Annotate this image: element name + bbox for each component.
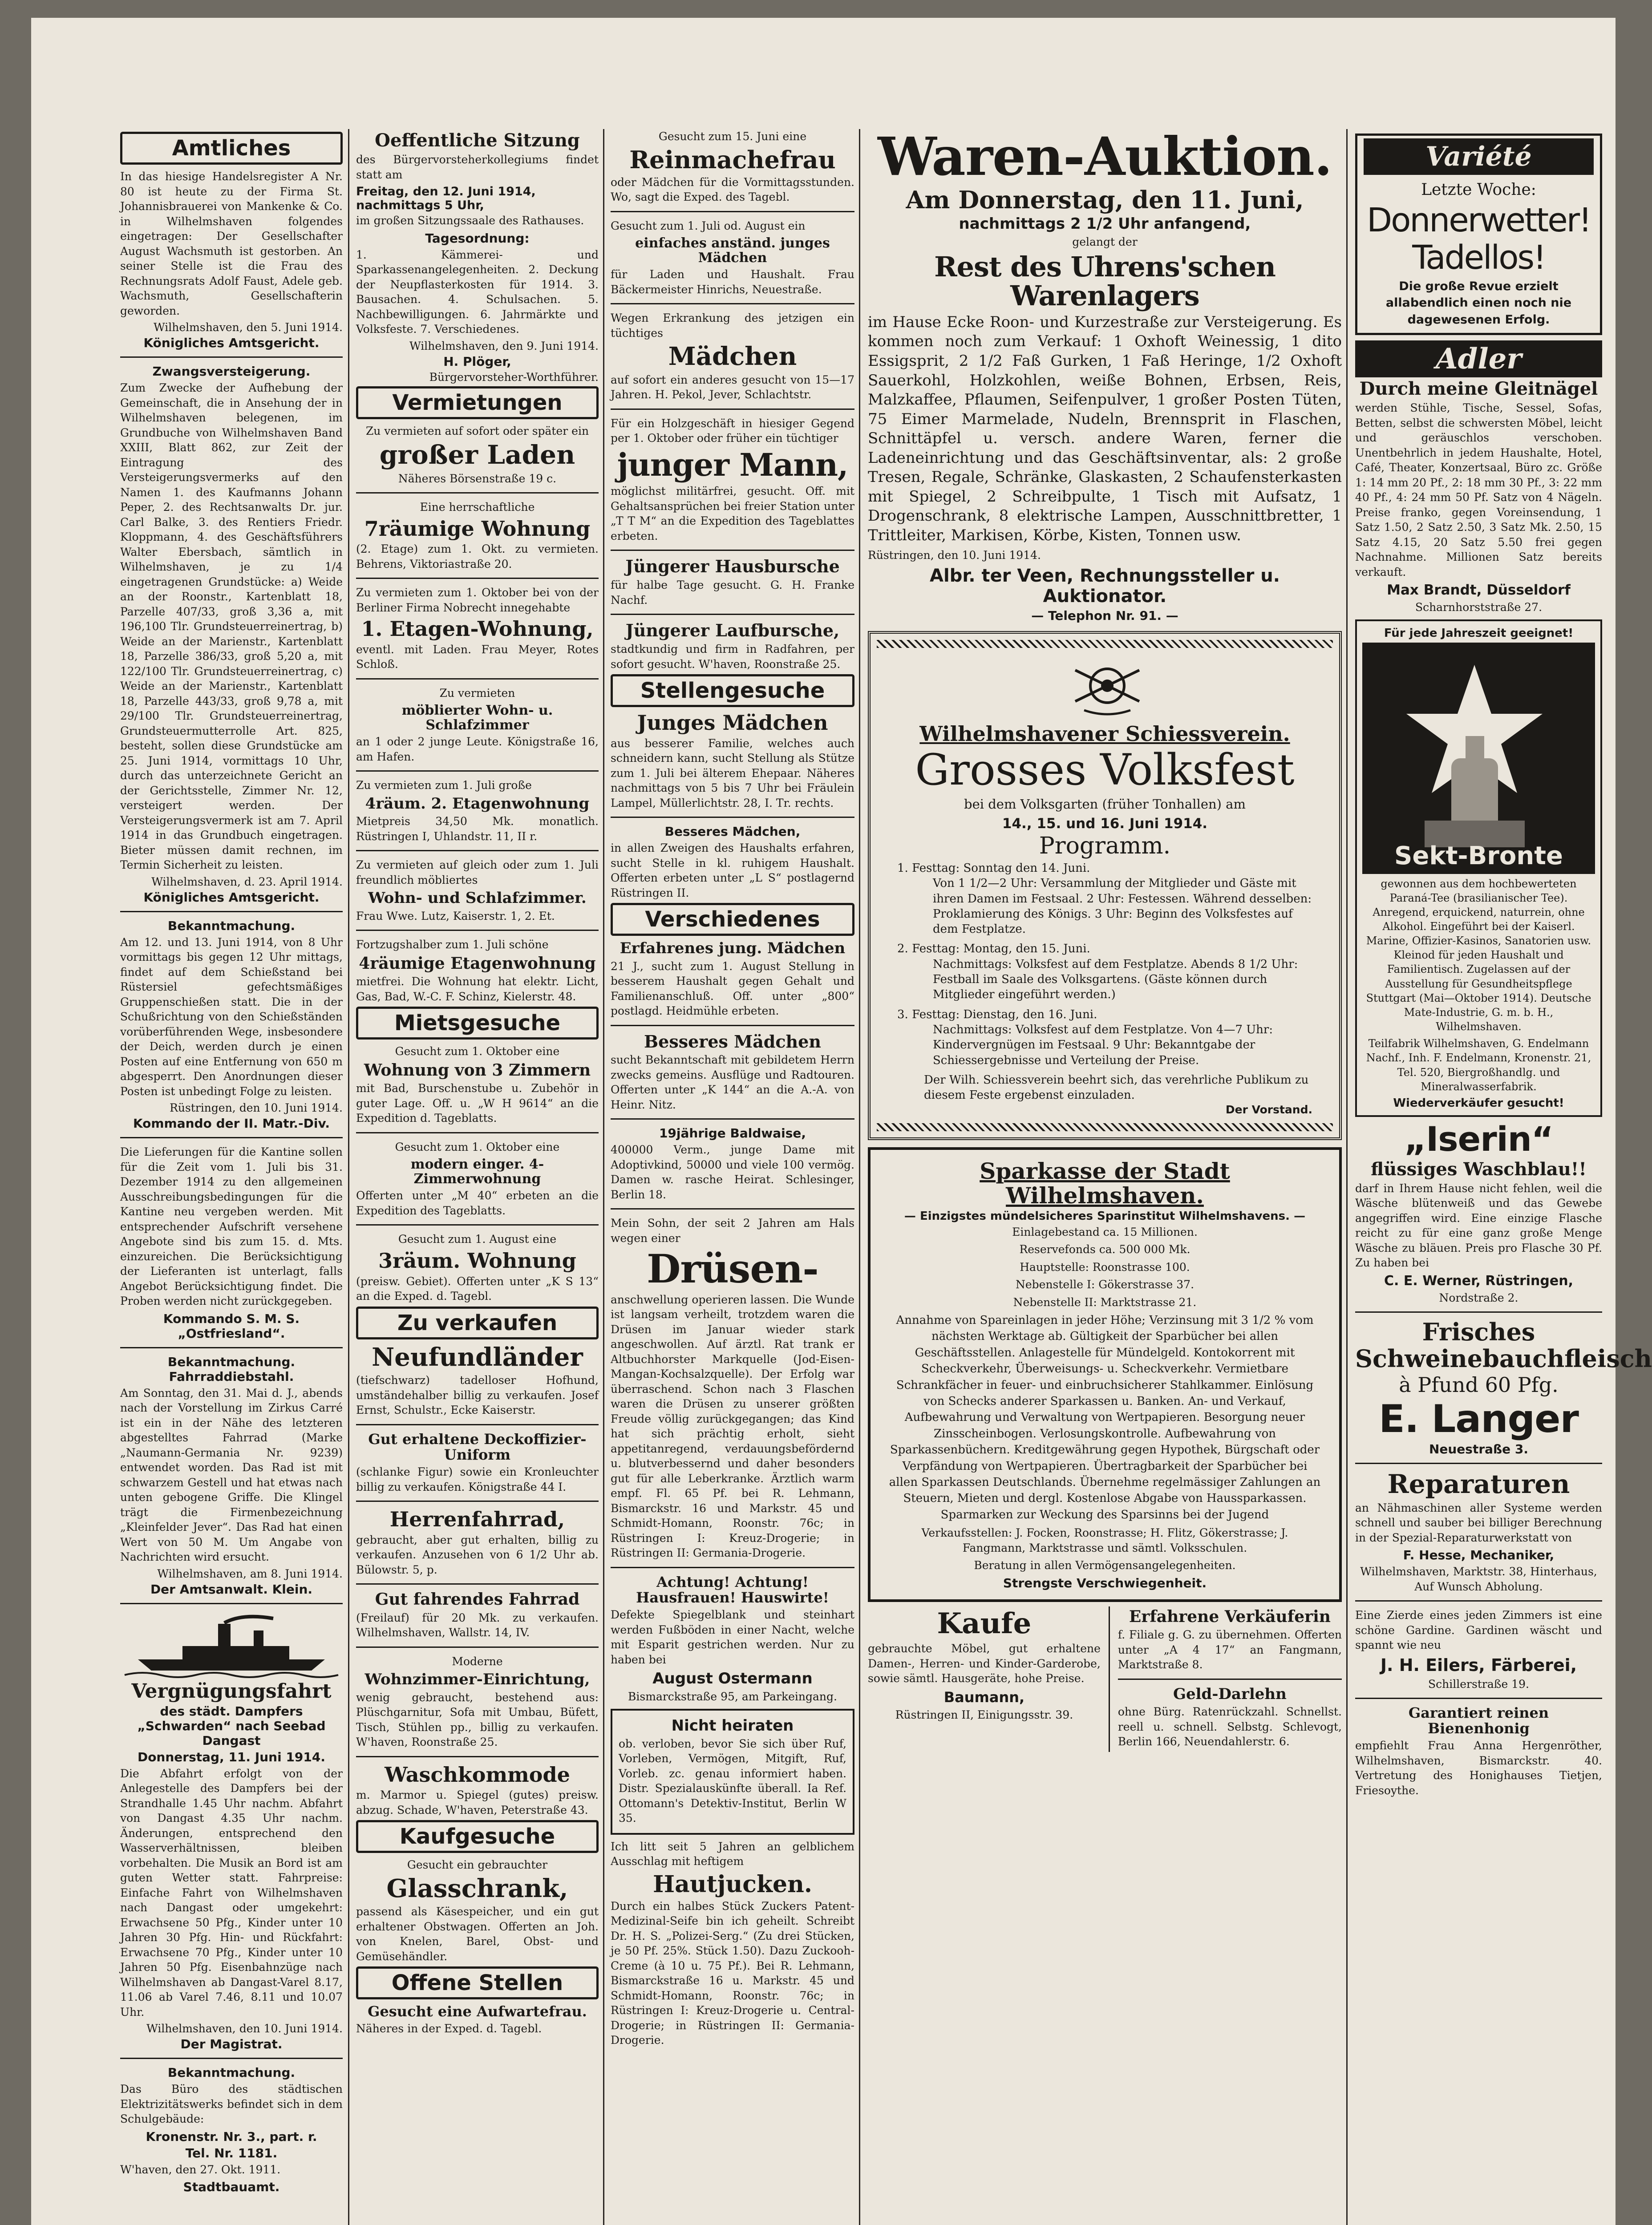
ad-headline: Erfahrene Verkäuferin (1129, 1607, 1331, 1626)
section-header-verschiedenes: Verschiedenes (611, 903, 854, 936)
ad-text: Fortzugshalber zum 1. Juli schöne (356, 938, 549, 951)
ad-headline: Hautjucken. (653, 1870, 812, 1898)
auctioneer-phone: — Telephon Nr. 91. — (1031, 608, 1178, 623)
ad-headline: Waschkommode (385, 1762, 570, 1787)
ad-headline: Drüsen- (647, 1246, 818, 1292)
divider (1355, 1311, 1602, 1313)
ad-text: für Laden und Haushalt. Frau Bäckermeister Hinrichs, Neuestraße. (611, 268, 854, 296)
notice-signature: Kommando S. M. S. „Ostfriesland“. (163, 1311, 300, 1341)
advertiser-name: Baumann, (943, 1688, 1025, 1706)
variete-revue: Die große Revue erzielt allabendlich einen noch nie dagewesenen Erfolg. (1385, 279, 1572, 327)
ad-headline: Glasschrank, (386, 1873, 568, 1903)
canteen-notice-text: Die Lieferungen für die Kantine sollen für die Zeit vom 1. Juli bis 31. Dezember 1914 zu den allgemeinen Ausschreibungsbedingungen für die Kantine neu vergeben werden. Mit entsprechender Aufschrift versehene Angebote sind bis zum 15. d. Mts. einzureichen. Die Berücksichtigung der Lieferanten ist unterlagt, falls Angebot Berücksichtigung findet. Die Proben werden nicht zurückgegeben. (120, 1145, 343, 1307)
notice-date: Rüstringen, den 10. Juni 1914. (170, 1101, 343, 1114)
ad-text: 21 J., sucht zum 1. August Stellung in besserem Haushalt gegen Gehalt und Familienanschluß. Off. unter „800“ postlagd. Heidmühle erbeten. (611, 959, 854, 1018)
sekt-brand: Sekt-Bronte (1394, 841, 1563, 870)
divider (120, 2058, 343, 2059)
notice-signature: Der Amtsanwalt. Klein. (150, 1582, 313, 1597)
ad-headline: 1. Etagen-Wohnung, (361, 617, 594, 641)
ad-text: stadtkundig und firm in Radfahren, per sofort gesucht. W'haven, Roonstraße 25. (611, 643, 854, 671)
section-header-zu-verkaufen: Zu verkaufen (356, 1307, 599, 1339)
ad-text: ob. verloben, bevor Sie sich über Ruf, Vorleben, Vermögen, Mitgift, Ruf, Vorleb. zc. genau informiert haben. Distr. Spezialauskünfte überall. Ia Ref. Ottomann's Detektiv-Institut, Berlin W 35. (619, 1737, 846, 1825)
column-rentals-sales (356, 129, 599, 2039)
divider (356, 930, 599, 931)
divider (356, 678, 599, 680)
column-rule (603, 129, 604, 2225)
ad-address: mietfrei. Die Wohnung hat elektr. Licht, Gas, Bad, W.-C. F. Schinz, Kielerstr. 48. (356, 975, 599, 1003)
ad-kaufe (868, 1606, 1101, 1752)
ad-address: (preisw. Gebiet). Offerten unter „K S 13“ an die Exped. d. Tagebl. (356, 1274, 599, 1303)
ad-text: aus besserer Familie, welches auch schneidern kann, sucht Stellung als Stütze zum 1. Juli bei älterem Ehepaar. Näheres nachmittags von 5 bis 7 Uhr bei Fräulein Lampel, Müllerlichtstr. 28, I. Tr. rechts. (611, 736, 854, 809)
divider (611, 303, 854, 304)
ad-address: (2. Etage) zum 1. Okt. zu vermieten. Behrens, Viktoriastraße 20. (356, 542, 599, 570)
divider (120, 1603, 343, 1604)
adler-name: Max Brandt, Düsseldorf (1387, 582, 1571, 598)
variete-tadellos: Tadellos! (1412, 238, 1545, 277)
ad-headline: 19jährige Baldwaise, (659, 1126, 806, 1141)
divider (1355, 1600, 1602, 1602)
excursion-text: Die Abfahrt erfolgt von der Anlegestelle des Dampfers bei der Strandhalle 1.45 Uhr nachm. Abfahrt von Dangast 4.35 Uhr nachm. Änderungen, entsprechend den Wasserverhältnissen, bleiben vorbehalten. Die Musik an Bord ist am guten Wetter statt. Fahrpreise: Einfache Fahrt von Wilhelmshaven nach Dangast oder umgekehrt: Erwachsene 50 Pfg., Kinder unter 10 Jahren 30 Pfg. Hin- und Rückfahrt: Erwachsene 70 Pfg., Kinder unter 10 Jahren 50 Pfg. Eisenbahnzüge nach Wilhelmshaven ab Dangast-Varel 8.17, 11.06 ab Varel 7.46, 8.11 und 10.07 Uhr. (120, 1767, 343, 2019)
notice-signature: H. Plöger, (443, 354, 511, 369)
ad-text: wenig gebraucht, bestehend aus: Plüschgarnitur, Sofa mit Umbau, Büfett, Tisch, Stühlen pp., billig zu verkaufen. W'haven, Roonstraße 25. (356, 1691, 599, 1749)
ad-headline: Gut fahrendes Fahrrad (375, 1590, 580, 1609)
ad-address: mit Bad, Burschenstube u. Zubehör in guter Lage. Off. u. „W H 9614“ an die Expedition d. Tageblatts. (356, 1082, 599, 1125)
divider (1355, 1698, 1602, 1699)
ad-headline: großer Laden (379, 440, 575, 470)
ad-text: Defekte Spiegelblank und steinhart werden Fußböden in einer Nacht, welche mit Esparit gestrichen werden. Nur zu haben bei (611, 1608, 854, 1666)
gardinen-text: Eine Zierde eines jeden Zimmers ist eine schöne Gardine. Gardinen wäscht und spannt wie neu (1355, 1609, 1602, 1652)
auction-text: im Hause Ecke Roon- und Kurzestraße zur Versteigerung. Es kommen noch zum Verkauf: 1 Oxhoft Weinessig, 1 dito Essigsprit, 2 1/2 Faß Gurken, 1 Faß Heringe, 1/2 Oxhoft Sauerkohl, Holzkohlen, weiße Bohnen, Erbsen, Reis, Malzkaffee, Pflaumen, Seifenpulver, 1 großer Posten Tüten, 75 Eimer Marmelade, Nudeln, Brennsprit in Flaschen, Schnittäpfel u. versch. andere Waren, ferner die Ladeneinrichtung und das Geschäftsinventar, als: 2 große Tresen, Regale, Schränke, Glaskasten, 2 Schaufensterkasten mit Spiegel, 2 Schreibpulte, 1 Tisch mit Aufsatz, 1 Drogenschrank, 8 elektrische Lampen, Ausschnittbretter, 1 Trittleiter, Markisen, Körbe, Kisten, Tonnen usw. (868, 313, 1342, 544)
ad-text: m. Marmor u. Spiegel (gutes) preisw. abzug. Schade, W'haven, Peterstraße 43. (356, 1788, 599, 1816)
notice-date: Wilhelmshaven, d. 23. April 1914. (151, 875, 343, 888)
ad-text: Gesucht zum 1. Oktober eine (395, 1045, 560, 1058)
ad-headline: Wohn- und Schlafzimmer. (368, 889, 587, 907)
divider (356, 1224, 599, 1226)
ad-headline: Kaufe (937, 1606, 1032, 1640)
ad-text: f. Filiale g. G. zu übernehmen. Offerten unter „A 4 17“ an Fangmann, Marktstraße 8. (1118, 1628, 1342, 1671)
column-rule (1109, 1606, 1110, 1752)
ad-address: Bismarckstraße 95, am Parkeingang. (628, 1690, 837, 1703)
notice-date: Wilhelmshaven, den 10. Juni 1914. (146, 2022, 343, 2035)
ad-text: Eine herrschaftliche (420, 501, 535, 514)
ad-address: Mietpreis 34,50 Mk. monatlich. Rüstringen I, Uhlandstr. 11, II r. (356, 815, 599, 843)
fleisch-headline: Frisches Schweinebauchfleisch (1355, 1318, 1652, 1373)
shooting-notice-text: Am 12. und 13. Juni 1914, von 8 Uhr vormittags bis gegen 12 Uhr mittags, findet auf dem Schießstand bei Rüstersiel gefechtsmäßiges Gruppenschießen statt. Die in der Schußrichtung von den Schießständen vorüberführenden Wege, insbesondere der Deich, werden durch je einen Posten auf eine Entfernung von 650 m abgesperrt. Den Anordnungen dieser Posten ist unbedingt Folge zu leisten. (120, 935, 343, 1098)
ad-address: an 1 oder 2 junge Leute. Königstraße 16, am Hafen. (356, 735, 599, 763)
divider (120, 1137, 343, 1138)
honig-headline: Garantiert reinen Bienenhonig (1408, 1704, 1549, 1737)
iserin-headline: „Iserin“ (1404, 1119, 1553, 1159)
office-address: Kronenstr. Nr. 3., part. r. (146, 2129, 317, 2144)
ornamental-border (877, 1123, 1333, 1131)
ad-headline: Junges Mädchen (637, 711, 828, 735)
newspaper-page (31, 18, 1652, 2225)
ad-text: Ich litt seit 5 Jahren an gelblichem Ausschlag mit heftigem (611, 1840, 854, 1868)
divider (356, 1132, 599, 1133)
ad-headline: Besseres Mädchen, (664, 824, 801, 839)
divider (611, 1208, 854, 1210)
session-title: Oeffentliche Sitzung (375, 130, 580, 151)
section-header-amtliches: Amtliches (120, 132, 343, 165)
notice-signature: Bürgervorsteher-Worthführer. (429, 370, 599, 384)
ad-text: gebraucht, aber gut erhalten, billig zu verkaufen. Anzusehen von 6 1/2 Uhr ab. Bülowstr. 5, p. (356, 1533, 599, 1576)
variete-donnerwetter: Donnerwetter! (1367, 201, 1591, 240)
iserin-address: Nordstraße 2. (1439, 1291, 1518, 1304)
rep-headline: Reparaturen (1387, 1468, 1570, 1499)
excursion-title: Vergnügungsfahrt (131, 1679, 332, 1703)
ad-headline: Gut erhaltene Deckoffizier-Uniform (368, 1430, 587, 1463)
session-date: Freitag, den 12. Juni 1914, nachmittags 5 Uhr, (356, 185, 536, 212)
programm-title: Programm. (1039, 832, 1171, 859)
ad-text: Gesucht zum 1. August eine (398, 1233, 557, 1246)
ad-text: Gesucht zum 1. Oktober eine (395, 1140, 560, 1153)
ad-headline: Wohnung von 3 Zimmern (364, 1060, 591, 1080)
divider (356, 850, 599, 851)
ad-text: Moderne (452, 1655, 503, 1668)
ad-text: (Freilauf) für 20 Mk. zu verkaufen. Wilhelmshaven, Wallstr. 14, IV. (356, 1611, 599, 1639)
sparkasse-verschwiegenheit: Strengste Verschwiegenheit. (1003, 1575, 1207, 1590)
divider (611, 211, 854, 212)
ad-text: Zu vermieten auf sofort oder später ein (365, 424, 589, 437)
ad-text: Zu vermieten auf gleich oder zum 1. Juli freundlich möbliertes (356, 858, 599, 886)
volksfest-ad (868, 631, 1342, 1140)
ad-headline: möblierter Wohn- u. Schlafzimmer (401, 703, 553, 733)
divider (611, 1567, 854, 1568)
sparkasse-neben2: Nebenstelle II: Marktstrasse 21. (1013, 1295, 1197, 1309)
auction-date: Am Donnerstag, den 11. Juni, (906, 185, 1304, 214)
notice-signature: Stadtbauamt. (183, 2180, 280, 2195)
adler-banner: Adler (1355, 340, 1602, 377)
ad-headline: Mädchen (668, 342, 797, 372)
volksfest-signature: Der Vorstand. (1225, 1103, 1312, 1116)
divider (1118, 1679, 1342, 1680)
divider (356, 1756, 599, 1757)
shooting-club-title: Wilhelmshavener Schiessverein. (919, 721, 1290, 746)
variete-banner: Variété (1364, 138, 1594, 175)
ad-text: Wegen Erkrankung des jetzigen ein tüchtiges (611, 312, 854, 340)
ad-headline: Achtung! Achtung! Hausfrauen! Hauswirte! (636, 1573, 829, 1606)
agenda-title: Tagesordnung: (425, 231, 530, 246)
volksfest-dates: 14., 15. und 16. Juni 1914. (1002, 815, 1208, 832)
divider (611, 550, 854, 551)
divider (611, 1118, 854, 1120)
ad-headline: Jüngerer Laufbursche, (625, 620, 840, 641)
adler-text: werden Stühle, Tische, Sessel, Sofas, Betten, selbst die schwersten Möbel, leicht und geräuschlos verschoben. Unentbehrlich in jedem Haushalte, Hotel, Café, Theater, Konzertsaal, Büro zc. Größe 1: 14 mm 20 Pf., 2: 18 mm 30 Pf., 3: 22 mm 40 Pf., 4: 24 mm 50 Pf. Satz von 4 Nägeln. Preise franko, gegen Voreinsendung, 1 Satz 1.50, 2 Satz 2.50, 3 Satz Mk. 2.50, 15 Satz 4.15, 20 Satz 5.50 frei gegen Nachnahme. Millionen Satz bereits verkauft. (1355, 401, 1602, 578)
ad-headline: Herrenfahrrad, (389, 1507, 565, 1532)
ad-text: sucht Bekanntschaft mit gebildetem Herrn zwecks gemeins. Ausflüge und Radtouren. Offerten unter „K 144“ an die A.-A. von Heinr. Nitz. (611, 1053, 854, 1111)
ad-address: Näheres Börsenstraße 19 c. (398, 472, 557, 485)
program-day-2-text: Nachmittags: Volksfest auf dem Festplatze. Abends 8 1/2 Uhr: Festball im Saale des Volksgartens. (Gäste können durch Mitglieder eingeführt werden.) (933, 957, 1298, 1002)
notice-title: Zwangsversteigerung. (152, 364, 311, 379)
ad-headline: Erfahrenes jung. Mädchen (620, 939, 846, 958)
excursion-subtitle: des städt. Dampfers „Schwarden“ nach Seebad Dangast (137, 1703, 326, 1748)
program-day-3-text: Nachmittags: Volksfest auf dem Festplatze. Von 4—7 Uhr: Kindervergnügen im Festsaal. 9 Uhr: Bekanntgabe der Schiessergebnisse und Verteilung der Preise. (933, 1023, 1273, 1067)
column-rule (348, 129, 349, 2225)
section-header-stellengesuche: Stellengesuche (611, 674, 854, 707)
divider (356, 1424, 599, 1425)
shooting-target-emblem-icon (897, 652, 1318, 719)
ad-text: Für ein Holzgeschäft in hiesiger Gegend per 1. Oktober oder früher ein tüchtiger (611, 417, 854, 445)
notice-signature: Der Magistrat. (180, 2037, 283, 2052)
rep-name: F. Hesse, Mechaniker, (1403, 1548, 1555, 1563)
iserin-subtitle: flüssiges Waschblau!! (1371, 1158, 1587, 1180)
notice-title: Bekanntmachung. (167, 2065, 296, 2080)
program-day-1: 1. Festtag: Sonntag den 14. Juni. (897, 861, 1090, 875)
auction-title: Waren-Auktion. (878, 125, 1332, 187)
adler-headline: Durch meine Gleitnägel (1359, 378, 1598, 399)
column-rule (1346, 129, 1348, 2225)
ad-headline: 7räumige Wohnung (364, 516, 591, 541)
ad-text: Gesucht zum 15. Juni eine (658, 130, 807, 143)
divider (356, 1583, 599, 1585)
eilers-address: Schillerstraße 19. (1428, 1677, 1529, 1691)
ad-text: ohne Bürg. Ratenrückzahl. Schnellst. reell u. schnell. Selbstg. Schlevogt, Berlin 166, Neuendahlerstr. 6. (1118, 1705, 1342, 1748)
honig-text: empfiehlt Frau Anna Hergenröther, Wilhelmshaven, Bismarckstr. 40. Vertretung des Honighauses Tietjen, Friesoythe. (1355, 1739, 1602, 1797)
notice-title: Bekanntmachung. Fahrraddiebstahl. (167, 1354, 296, 1384)
ad-headline: modern einger. 4-Zimmerwohnung (410, 1157, 544, 1187)
langer-address: Neuestraße 3. (1429, 1441, 1529, 1456)
ad-box-marriage (611, 1709, 854, 1835)
iserin-name: C. E. Werner, Rüstringen, (1384, 1273, 1573, 1289)
column-right-ads (1355, 129, 1652, 1800)
divider (356, 578, 599, 579)
notice-date: W'haven, den 27. Okt. 1911. (120, 2163, 281, 2176)
sekt-head: Für jede Jahreszeit geeignet! (1384, 626, 1574, 640)
divider (356, 1646, 599, 1648)
steamer-ship-icon (120, 1610, 343, 1677)
section-header-kaufgesuche: Kaufgesuche (356, 1820, 599, 1853)
session-place: im großen Sitzungssaale des Rathauses. (356, 214, 584, 227)
sekt-bottle-illustration (1362, 643, 1595, 874)
divider (611, 1025, 854, 1026)
ad-text: anschwellung operieren lassen. Die Wunde ist langsam verheilt, trotzdem waren die Drüsen im Januar wieder stark angeschwollen. Auf ärztl. Rat trank er Altbuchhorster Markquelle (Jod-Eisen-Mangan-Kochsalzquelle). Der Erfolg war überraschend. Schon nach 3 Flaschen waren die Drüsen zu unserer größten Freude völlig zurückgegangen; das Kind hat sich prächtig erholt, sieht appetitanregend, verdauungsbefördernd u. blutverbessernd und daher besonders gut für alle Leberkranke. Ärztlich warm empf. Fl. 65 Pf. bei R. Lehmann, Bismarckstr. 16 und Markstr. 45 und Schmidt-Homann, Roonstr. 76c; in Rüstringen I: Kreuz-Drogerie; in Rüstringen II: Germania-Drogerie. (611, 1293, 854, 1560)
sparkasse-text: Annahme von Spareinlagen in jeder Höhe; Verzinsung mit 3 1/2 % vom nächsten Werktage ab. Gültigkeit der Sparbücher bei allen Geschäftsstellen. Anlagestelle für Mündelgeld. Kontokorrent mit Scheckverkehr, Überweisungs- u. Scheckverkehr. Vermietbare Schrankfächer in feuer- und einbruchsicherer Stahlkammer. Einlösung von Schecks anderer Sparkassen u. Banken. An- und Verkauf, Aufbewahrung und Verwaltung von Wertpapieren. Besorgung neuer Zinsscheinbogen. Verlosungskontrolle. Aufbewahrung von Sparkassenbüchern. Kreditgewährung gegen Hypothek, Bürgschaft oder Verpfändung von Wertpapieren. Übertragbarkeit der Sparbücher bei allen Sparkassen Deutschlands. Übernehme regelmässiger Zahlungen an Steuern, Mieten und dergl. Kostenlose Abgabe von Haussparkassen. Sparmarken zur Weckung des Sparsinns bei der Jugend (889, 1314, 1321, 1521)
sekt-wiederverkaeufer: Wiederverkäufer gesucht! (1393, 1096, 1564, 1110)
ad-text: für halbe Tage gesucht. G. H. Franke Nachf. (611, 578, 854, 607)
notice-signature: Königliches Amtsgericht. (143, 336, 320, 350)
sekt-text: gewonnen aus dem hochbewerteten Paraná-Tee (brasilianischer Tee). Anregend, erquickend, naturrein, ohne Alkohol. Eingeführt bei der Kaiserl. Marine, Offizier-Kasinos, Sanatorien usw. Kleinod für jeden Haushalt und Familientisch. Zugelassen auf der Ausstellung für Gesundheitspflege Stuttgart (Mai—Oktober 1914). Deutsche Mate-Industrie, G. m. b. H., Wilhelmshaven. (1366, 877, 1591, 1033)
sparkasse-einlage: Einlagebestand ca. 15 Millionen. (1012, 1225, 1198, 1238)
ad-address: passend als Käsespeicher, und ein gut erhaltener Obstwagen. Offerten an Joh. von Knelen, Barel, Obst- und Gemüsehändler. (356, 1905, 599, 1963)
bicycle-theft-text: Am Sonntag, den 31. Mai d. J., abends nach der Vorstellung im Zirkus Carré ist ein in der Nähe des letzteren abgestelltes Fahrrad (Marke „Naumann-Germania Nr. 9239) entwendet worden. Das Rad ist mit schwarzem Gestell und hat etwas nach unten gebogene Griffe. Die Klingel trägt die Firmenbezeichnung „Kleinfelder Jever“. Das Rad hat einen Wert von 50 M. Um Angabe von Nachrichten wird ersucht. (120, 1386, 343, 1563)
ad-address: Offerten unter „M 40“ erbeten an die Expedition des Tageblatts. (356, 1189, 599, 1217)
ad-verkaeuferin (1118, 1606, 1342, 1752)
column-jobs-misc (611, 129, 854, 2051)
column-large-ads (868, 125, 1342, 1752)
volksfest-title: Grosses Volksfest (915, 745, 1295, 795)
ad-address: eventl. mit Laden. Frau Meyer, Rotes Schloß. (356, 643, 599, 671)
ad-text: 400000 Verm., junge Dame mit Adoptivkind, 50000 und viele 100 vermög. Damen w. rasche Heirat. Schlesinger, Berlin 18. (611, 1143, 854, 1201)
ad-text: Gesucht ein gebrauchter (407, 1858, 548, 1872)
ad-text: in allen Zweigen des Haushalts erfahren, sucht Stelle in kl. ruhigem Haushalt. Offerten erbeten unter „L S“ postlagernd Rüstringen II. (611, 841, 854, 899)
column-rule (859, 129, 860, 2225)
ad-headline: Gesucht eine Aufwartefrau. (368, 2003, 587, 2020)
ad-text: Mein Sohn, der seit 2 Jahren am Hals wegen einer (611, 1217, 854, 1245)
sparkasse-reserve: Reservefonds ca. 500 000 Mk. (1019, 1243, 1190, 1256)
sparkasse-neben1: Nebenstelle I: Gökerstrasse 37. (1015, 1278, 1194, 1291)
program-day-3: 3. Festtag: Dienstag, den 16. Juni. (897, 1007, 1097, 1021)
ad-headline: einfaches anständ. junges Mädchen (635, 235, 830, 266)
divider (356, 770, 599, 772)
session-text: des Bürgervorsteherkollegiums findet statt am (356, 153, 599, 181)
eilers-name: J. H. Eilers, Färberei, (1380, 1655, 1577, 1675)
sparkasse-beratung: Beratung in allen Vermögensangelegenheiten. (974, 1559, 1236, 1572)
ad-headline: Besseres Mädchen (644, 1031, 821, 1052)
ornamental-border (877, 640, 1333, 648)
sekt-bronte-ad (1355, 619, 1602, 1117)
ad-headline: 4räum. 2. Etagenwohnung (365, 794, 590, 813)
excursion-date: Donnerstag, 11. Juni 1914. (137, 1749, 326, 1764)
ad-text: oder Mädchen für die Vormittagsstunden. Wo, sagt die Exped. des Tagebl. (611, 175, 854, 204)
divider (356, 492, 599, 494)
sekt-filiale: Teilfabrik Wilhelmshaven, G. Endelmann Nachf., Inh. F. Endelmann, Kronenstr. 21, Tel. 520, Biergroßhandlg. und Mineralwasserfabrik. (1366, 1037, 1591, 1093)
notice-date: Wilhelmshaven, den 9. Juni 1914. (409, 339, 599, 352)
divider (356, 1501, 599, 1502)
variete-ad (1355, 134, 1602, 335)
variete-letzte: Letzte Woche: (1421, 181, 1536, 199)
ad-text: (tiefschwarz) tadelloser Hofhund, umständehalber billig zu verkaufen. Josef Ernst, Schulstr., Ecke Kaiserstr. (356, 1374, 599, 1417)
sparkasse-ad (868, 1147, 1342, 1602)
fleisch-price: à Pfund 60 Pfg. (1399, 1372, 1559, 1397)
divider (611, 409, 854, 410)
section-header-offene-stellen: Offene Stellen (356, 1966, 599, 1999)
section-header-vermietungen: Vermietungen (356, 386, 599, 419)
register-notice: In das hiesige Handelsregister A Nr. 80 ist heute zu der Firma St. Johannisbrauerei von Mankenke & Co. in Wilhelmshaven folgendes eingetragen: Der Gesellschafter August Wachsmuth ist gestorben. An seiner Stelle ist die Frau des Rechnungsrats Adolf Faust, Adele geb. Wachsmuth, Gesellschafterin geworden. (120, 170, 343, 317)
rep-text: an Nähmaschinen aller Systeme werden schnell und sauber bei billiger Berechnung in der Spezial-Reparaturwerkstatt von (1355, 1501, 1602, 1544)
ad-text: Zu vermieten zum 1. Juli große (356, 779, 532, 792)
notice-date: Wilhelmshaven, den 5. Juni 1914. (154, 321, 343, 334)
rep-address: Wilhelmshaven, Marktstr. 38, Hinterhaus, Auf Wunsch Abholung. (1360, 1565, 1597, 1593)
program-day-2: 2. Festtag: Montag, den 15. Juni. (897, 942, 1090, 956)
ad-text: Zu vermieten zum 1. Oktober bei von der Berliner Firma Nobrecht innegehabte (356, 586, 599, 614)
auction-headline: Rest des Uhrens'schen Warenlagers (934, 250, 1275, 312)
office-notice-text: Das Büro des städtischen Elektrizitätswerks befindet sich in dem Schulgebäude: (120, 2083, 343, 2126)
notice-date: Wilhelmshaven, am 8. Juni 1914. (157, 1567, 343, 1580)
bottle-star-icon (1362, 643, 1587, 874)
divider (120, 911, 343, 912)
notice-title: Bekanntmachung. (167, 918, 296, 933)
divider (120, 1347, 343, 1348)
notice-signature: Königliches Amtsgericht. (143, 890, 320, 905)
bottom-ads-row (868, 1606, 1342, 1752)
ad-headline: Nicht heiraten (671, 1716, 794, 1735)
iserin-text: darf in Ihrem Hause nicht fehlen, weil die Wäsche blütenweiß und das Gewebe angegriffen wird. Eine einzige Flasche reicht zu für eine ganz große Menge Wäsche zu bläuen. Preis pro Flasche 30 Pf. Zu haben bei (1355, 1181, 1602, 1270)
ad-text: gebrauchte Möbel, gut erhaltene Damen-, Herren- und Kinder-Garderobe, sowie sämtl. Hausgeräte, hohe Preise. (868, 1642, 1101, 1685)
sparkasse-title: Sparkasse der Stadt Wilhelmshaven. (980, 1157, 1230, 1209)
notice-signature: Kommando der II. Matr.-Div. (133, 1116, 330, 1131)
advertiser-name: August Ostermann (652, 1670, 813, 1688)
sparkasse-verkauf: Verkaufsstellen: J. Focken, Roonstrasse; H. Flitz, Gökerstrasse; J. Fangmann, Marktstrasse und sämtl. Volksschulen. (921, 1526, 1288, 1554)
auction-time: nachmittags 2 1/2 Uhr anfangend, (959, 215, 1251, 233)
ad-address: Frau Wwe. Lutz, Kaiserstr. 1, 2. Et. (356, 909, 555, 922)
volksfest-closing: Der Wilh. Schiessverein beehrt sich, das verehrliche Publikum zu diesem Feste ergebenst einzuladen. (924, 1073, 1309, 1102)
auctioneer-name: Albr. ter Veen, Rechnungssteller u. Auktionator. (930, 565, 1280, 607)
divider (1355, 1463, 1602, 1464)
ad-headline: Geld-Darlehn (1173, 1685, 1287, 1703)
column-official-notices (120, 129, 343, 2196)
divider (611, 614, 854, 615)
auction-gelangt: gelangt der (1072, 235, 1138, 249)
ad-address: Näheres in der Exped. d. Tagebl. (356, 2022, 542, 2035)
ad-text: (schlanke Figur) sowie ein Kronleuchter billig zu verkaufen. Königstraße 44 I. (356, 1465, 599, 1493)
sparkasse-subtitle: — Einzigstes mündelsicheres Sparinstitut Wilhelmshavens. — (904, 1209, 1306, 1223)
ad-headline: Reinmachefrau (629, 145, 836, 174)
adler-address: Scharnhorststraße 27. (1415, 601, 1543, 614)
divider (120, 356, 343, 358)
divider (611, 817, 854, 818)
ad-text: Gesucht zum 1. Juli od. August ein (611, 219, 806, 232)
ad-headline: Neufundländer (372, 1342, 583, 1372)
volksfest-text: bei dem Volksgarten (früher Tonhallen) am (964, 796, 1246, 812)
program-day-1-text: Von 1 1/2—2 Uhr: Versammlung der Mitglieder und Gäste mit ihren Damen im Festsaal. 2 Uhr: Festessen. Während desselben: Proklamierung des Königs. 3 Uhr: Beginn des Volksfestes auf dem Festplatze. (933, 877, 1312, 936)
section-header-mietsgesuche: Mietsgesuche (356, 1007, 599, 1040)
agenda-items: 1. Kämmerei- und Sparkassenangelegenheiten. 2. Deckung der Neupflasterkosten für 1914. 3. Bausachen. 4. Schulsachen. 5. Nachbewilligungen. 6. Jahrmärkte und Volksfeste. 7. Verschiedenes. (356, 248, 599, 336)
ad-text: auf sofort ein anderes gesucht von 15—17 Jahren. H. Pekol, Jever, Schlachtstr. (611, 373, 854, 401)
auction-date-line: Rüstringen, den 10. Juni 1914. (868, 549, 1041, 562)
sparkasse-haupt: Hauptstelle: Roonstrasse 100. (1020, 1260, 1190, 1274)
ad-text: Zu vermieten (439, 686, 515, 700)
office-phone: Tel. Nr. 1181. (185, 2145, 278, 2160)
ad-headline: Wohnzimmer-Einrichtung, (364, 1671, 590, 1689)
ad-address: Rüstringen II, Einigungsstr. 39. (895, 1708, 1073, 1721)
ad-headline: 3räum. Wohnung (378, 1248, 576, 1273)
langer-name: E. Langer (1379, 1396, 1579, 1441)
ad-headline: junger Mann, (617, 446, 848, 483)
ad-headline: 4räumige Etagenwohnung (359, 954, 596, 973)
ad-text: Durch ein halbes Stück Zuckers Patent-Medizinal-Seife bin ich geheilt. Schreibt Dr. H. S. „Polizei-Serg.“ (Zu drei Stücken, je 50 Pf. 25%. Stück 1.50). Dazu Zuckooh-Creme (à 10 u. 75 Pf.). Bei R. Lehmann, Bismarckstraße 16 u. Markstr. 45 und Schmidt-Homann, Roonstr. 76c; in Rüstringen I: Kreuz-Drogerie u. Central-Drogerie; in Rüstringen II: Germania-Drogerie. (611, 1899, 854, 2047)
auction-notice-text: Zum Zwecke der Aufhebung der Gemeinschaft, die in Ansehung der in Wilhelmshaven belegenen, im Grundbuche von Wilhelmshaven Band XXIII, Blatt 862, zur Zeit der Eintragung des Versteigerungsvermerks auf den Namen 1. des Kaufmanns Johann Peper, 2. des Rechtsanwalts Dr. jur. Carl Balke, 3. des Rentiers Friedr. Kloppmann, 4. des Geschäftsführers Walter Ebersbach, sämtlich in Wilhelmshaven, je zu 1/4 eingetragenen Grundstücke: a) Weide an der Roonstr., Kartenblatt 18, Parzelle 407/33, groß 3,36 a, mit 196,100 Tlr. Grundsteuerreinertrag, b) Weide an der Marienstr., Kartenblatt 18, Parzelle 386/33, groß 5,20 a, mit 122/100 Tlr. Grundsteuerreinertrag, c) Weide an der Marienstr., Kartenblatt 18, Parzelle 443/33, groß 9,78 a, mit 29/100 Tlr. Grundsteuerreinertrag, Grundsteuermutterrolle Art. 825, besteht, sollen diese Grundstücke am 25. Juni 1914, vormittags 10 Uhr, durch das unterzeichnete Gericht an der Gerichtsstelle, Zimmer Nr. 12, versteigert werden. Der Versteigerungsvermerk ist am 7. April 1914 in das Grundbuch eingetragen. Bieter müssen damit rechnen, im Termin Sicherheit zu leisten. (120, 381, 343, 871)
ad-headline: Jüngerer Hausbursche (625, 556, 840, 577)
ad-text: möglichst militärfrei, gesucht. Off. mit Gehaltsansprüchen bei freier Station unter „T T M“ an die Expedition des Tageblattes erbeten. (611, 485, 854, 542)
